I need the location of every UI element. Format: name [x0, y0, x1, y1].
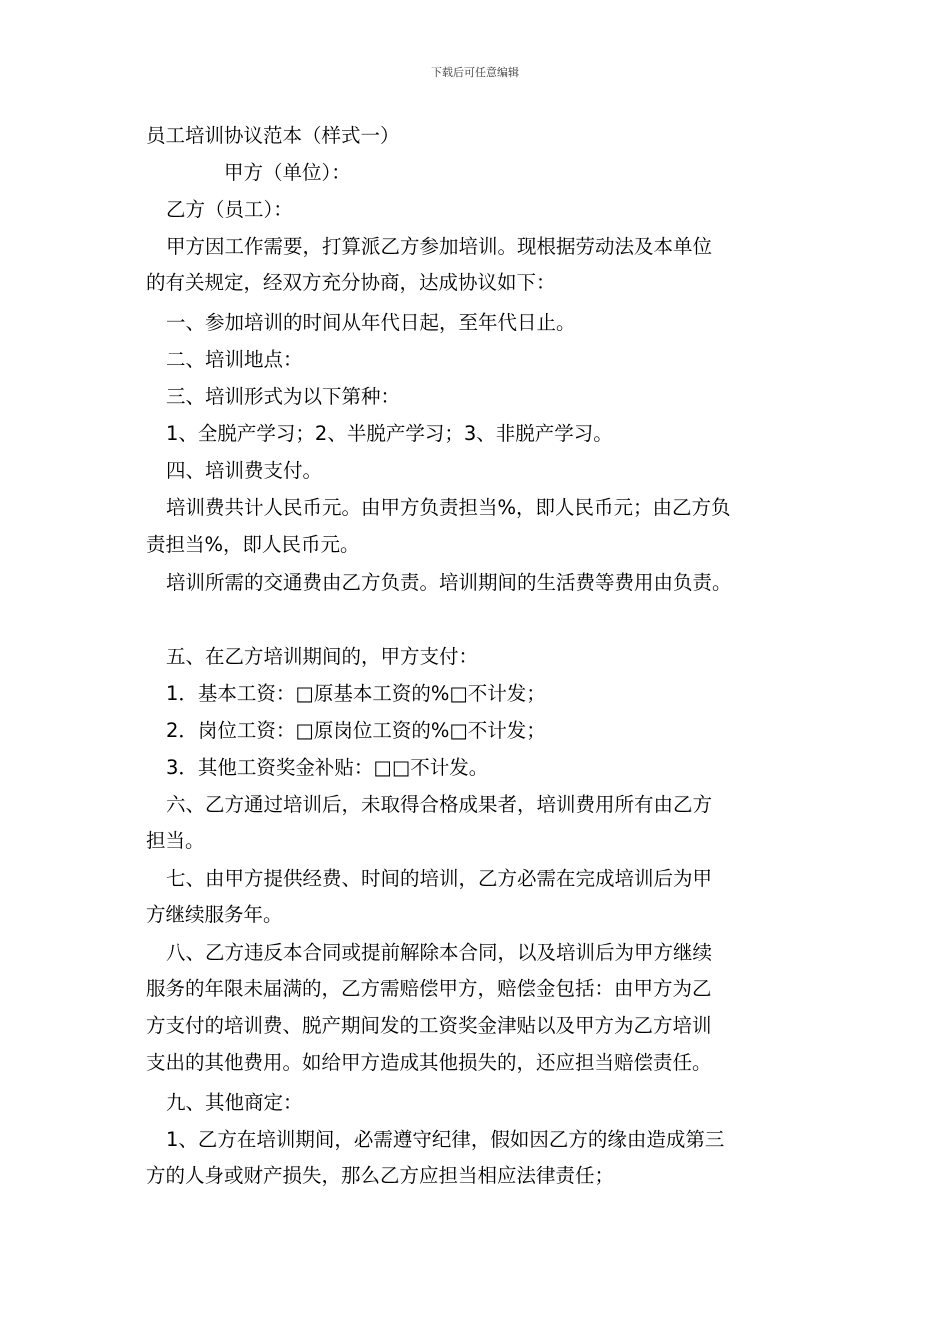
clause-8-line-3: 方支付的培训费、脱产期间发的工资奖金津贴以及甲方为乙方培训 — [146, 1014, 712, 1037]
clause-9-item-1-line-2: 方的人身或财产损失，那么乙方应担当相应法律责任； — [146, 1164, 615, 1187]
intro-line-1: 甲方因工作需要，打算派乙方参加培训。现根据劳动法及本单位 — [166, 235, 713, 258]
clause-4-fee-line-2: 责担当%，即人民币元。 — [146, 533, 360, 556]
clause-3-options-line: 1、全脱产学习；2、半脱产学习；3、非脱产学习。 — [166, 422, 613, 445]
clause-8-line-2: 服务的年限未届满的，乙方需赔偿甲方，赔偿金包括：由甲方为乙 — [146, 977, 712, 1000]
clause-5-line: 五、在乙方培训期间的，甲方支付： — [166, 645, 479, 668]
party-b-line: 乙方（员工）： — [166, 198, 293, 221]
clause-4-fee-line-1: 培训费共计人民币元。由甲方负责担当%，即人民币元；由乙方负 — [166, 496, 731, 519]
document-title: 员工培训协议范本（样式一） — [146, 124, 400, 147]
party-a-line: 甲方（单位）： — [224, 161, 351, 184]
clause-1-line: 一、参加培训的时间从年代日起，至年代日止。 — [166, 311, 576, 334]
clause-5-item-1: 1．基本工资：□原基本工资的%□不计发； — [166, 682, 546, 705]
clause-2-line: 二、培训地点： — [166, 348, 303, 371]
page-header-note: 下载后可任意编辑 — [431, 66, 519, 79]
clause-9-line: 九、其他商定： — [166, 1091, 303, 1114]
clause-8-line-1: 八、乙方违反本合同或提前解除本合同，以及培训后为甲方继续 — [166, 941, 713, 964]
clause-5-item-3: 3．其他工资奖金补贴：□□不计发。 — [166, 756, 489, 779]
clause-3-line: 三、培训形式为以下第种： — [166, 385, 401, 408]
clause-8-line-4: 支出的其他费用。如给甲方造成其他损失的，还应担当赔偿责任。 — [146, 1051, 712, 1074]
clause-7-line-1: 七、由甲方提供经费、时间的培训，乙方必需在完成培训后为甲 — [166, 867, 713, 890]
clause-5-item-2: 2．岗位工资：□原岗位工资的%□不计发； — [166, 719, 546, 742]
clause-4-expense-line: 培训所需的交通费由乙方负责。培训期间的生活费等费用由负责。 — [166, 571, 732, 594]
clause-9-item-1-line-1: 1、乙方在培训期间，必需遵守纪律，假如因乙方的缘由造成第三 — [166, 1128, 725, 1151]
clause-6-line-1: 六、乙方通过培训后，未取得合格成果者，培训费用所有由乙方 — [166, 793, 713, 816]
intro-line-2: 的有关规定，经双方充分协商，达成协议如下： — [146, 271, 556, 294]
clause-6-line-2: 担当。 — [146, 829, 205, 852]
clause-4-line: 四、培训费支付。 — [166, 459, 323, 482]
clause-7-line-2: 方继续服务年。 — [146, 903, 283, 926]
